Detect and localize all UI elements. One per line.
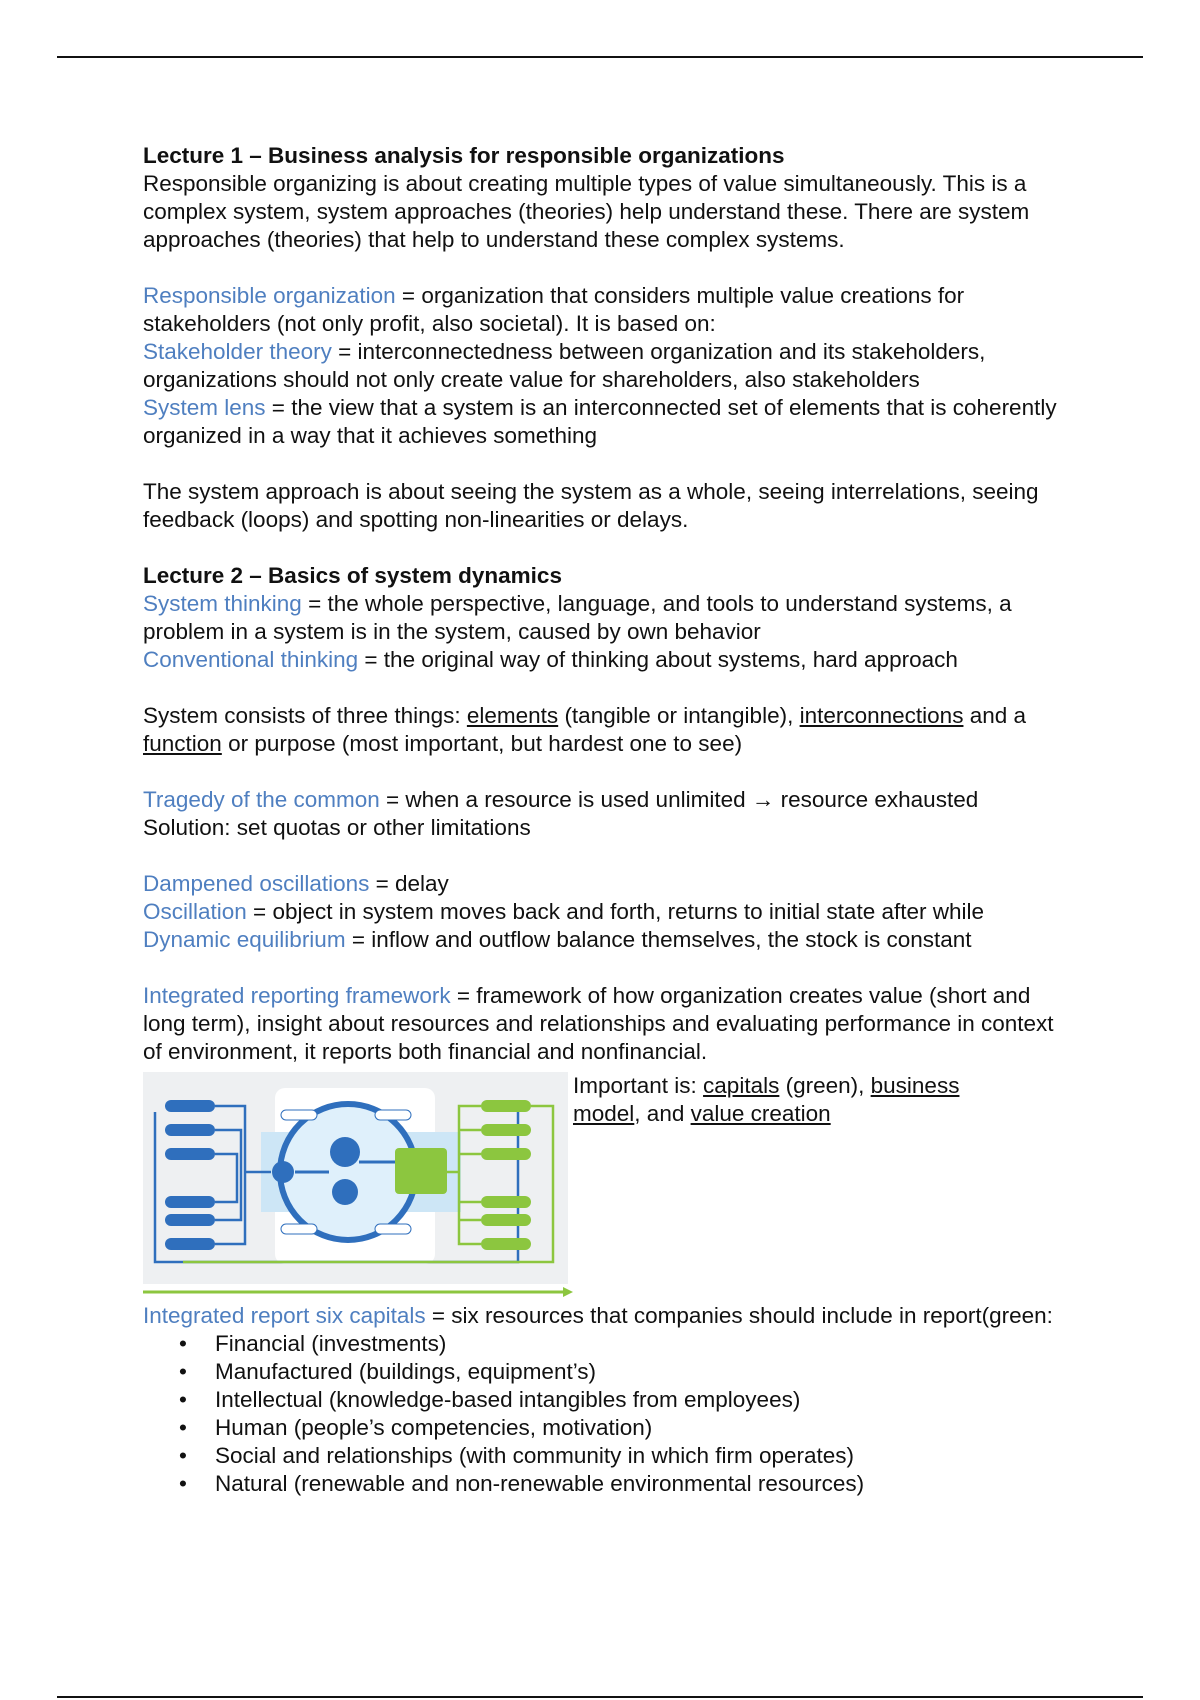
underlined-business-model: business model <box>573 1073 960 1126</box>
definition-oscillation <box>143 898 1073 926</box>
definition-tragedy-of-the-common <box>143 786 1073 814</box>
text-run: (green), <box>779 1073 871 1098</box>
underlined-capitals: capitals <box>703 1073 780 1098</box>
term-label: Integrated reporting framework <box>143 983 451 1008</box>
system-components-paragraph <box>143 702 1073 758</box>
term-label: Dampened oscillations <box>143 871 370 896</box>
underlined-value-creation: value creation <box>690 1101 831 1126</box>
underlined-elements: elements <box>466 703 559 728</box>
term-label: Oscillation <box>143 899 247 924</box>
tragedy-solution: Solution: set quotas or other limitations <box>143 815 531 840</box>
definition-text: = the original way of thinking about systems, hard approach <box>358 647 958 672</box>
definition-text: = organization that considers multiple value creations for stakeholders (not only profit, also societal). It is based on: <box>143 283 965 336</box>
definition-dynamic-equilibrium <box>143 926 1073 954</box>
definition-six-capitals <box>143 1302 1073 1330</box>
list-item: • Social and relationships (with community in which firm operates) <box>215 1442 1073 1470</box>
definition-text: = inflow and outflow balance themselves, the stock is constant <box>345 927 972 952</box>
header-rule <box>57 56 1143 58</box>
list-item: • Intellectual (knowledge-based intangibles from employees) <box>215 1386 1073 1414</box>
list-item: • Manufactured (buildings, equipment’s) <box>215 1358 1073 1386</box>
lecture-2-heading: Lecture 2 – Basics of system dynamics <box>143 563 562 588</box>
definition-text: = the view that a system is an interconnected set of elements that is coherently organized in a way that it achieves something <box>143 395 1057 448</box>
term-label: Conventional thinking <box>143 647 359 672</box>
footer-rule <box>57 1696 1143 1698</box>
definition-text: = delay <box>369 871 449 896</box>
lecture-1-intro: Responsible organizing is about creating multiple types of value simultaneously. This is a complex system, system approaches (theories) help understand these. There are system approaches (theories) that help to understand these complex systems. <box>143 171 1030 252</box>
definition-text: = interconnectedness between organization and its stakeholders, organizations should not only create value for shareholders, also stakeholders <box>143 339 986 392</box>
underlined-interconnections: interconnections <box>799 703 964 728</box>
definition-dampened-oscillations <box>143 870 1073 898</box>
definition-integrated-reporting-framework <box>143 982 1073 1066</box>
term-label: Integrated report six capitals <box>143 1303 426 1328</box>
definition-system-lens <box>143 394 1073 450</box>
definition-stakeholder-theory <box>143 338 1073 394</box>
integrated-reporting-diagram <box>143 1072 573 1298</box>
text-run: or purpose (most important, but hardest one to see) <box>221 731 743 756</box>
definition-responsible-organization <box>143 282 1073 338</box>
list-item: • Human (people’s competencies, motivation) <box>215 1414 1073 1442</box>
term-label: Responsible organization <box>143 283 396 308</box>
definition-system-thinking <box>143 590 1073 646</box>
definition-text: = the whole perspective, language, and tools to understand systems, a problem in a system is in the system, caused by own behavior <box>143 591 1012 644</box>
lecture-1-heading: Lecture 1 – Business analysis for responsible organizations <box>143 143 785 168</box>
system-approach-paragraph: The system approach is about seeing the system as a whole, seeing interrelations, seeing feedback (loops) and spotting non-linearities or delays. <box>143 479 1039 532</box>
figure-note <box>573 1072 1013 1128</box>
term-label: System lens <box>143 395 266 420</box>
underlined-function: function <box>143 731 222 756</box>
definition-text: = six resources that companies should include in report(green: <box>425 1303 1053 1328</box>
term-label: Dynamic equilibrium <box>143 927 346 952</box>
definition-conventional-thinking <box>143 646 1073 674</box>
definition-text: = framework of how organization creates value (short and long term), insight about resources and relationships and evaluating performance in context of environment, it reports both financial and nonfinancial. <box>143 983 1054 1064</box>
text-run: (tangible or intangible), <box>558 703 800 728</box>
definition-text: = when a resource is used unlimited → resource exhausted <box>379 787 979 812</box>
capitals-list <box>143 1330 1073 1498</box>
list-item: • Financial (investments) <box>215 1330 1073 1358</box>
text-run: Important is: <box>573 1073 704 1098</box>
term-label: Stakeholder theory <box>143 339 332 364</box>
document-page <box>143 142 1073 1498</box>
list-item: • Natural (renewable and non-renewable environmental resources) <box>215 1470 1073 1498</box>
definition-text: = object in system moves back and forth, returns to initial state after while <box>246 899 985 924</box>
term-label: Tragedy of the common <box>143 787 380 812</box>
figure-row <box>143 1072 1073 1302</box>
text-run: System consists of three things: <box>143 703 467 728</box>
text-run: , and <box>634 1101 691 1126</box>
term-label: System thinking <box>143 591 302 616</box>
text-run: and a <box>963 703 1027 728</box>
